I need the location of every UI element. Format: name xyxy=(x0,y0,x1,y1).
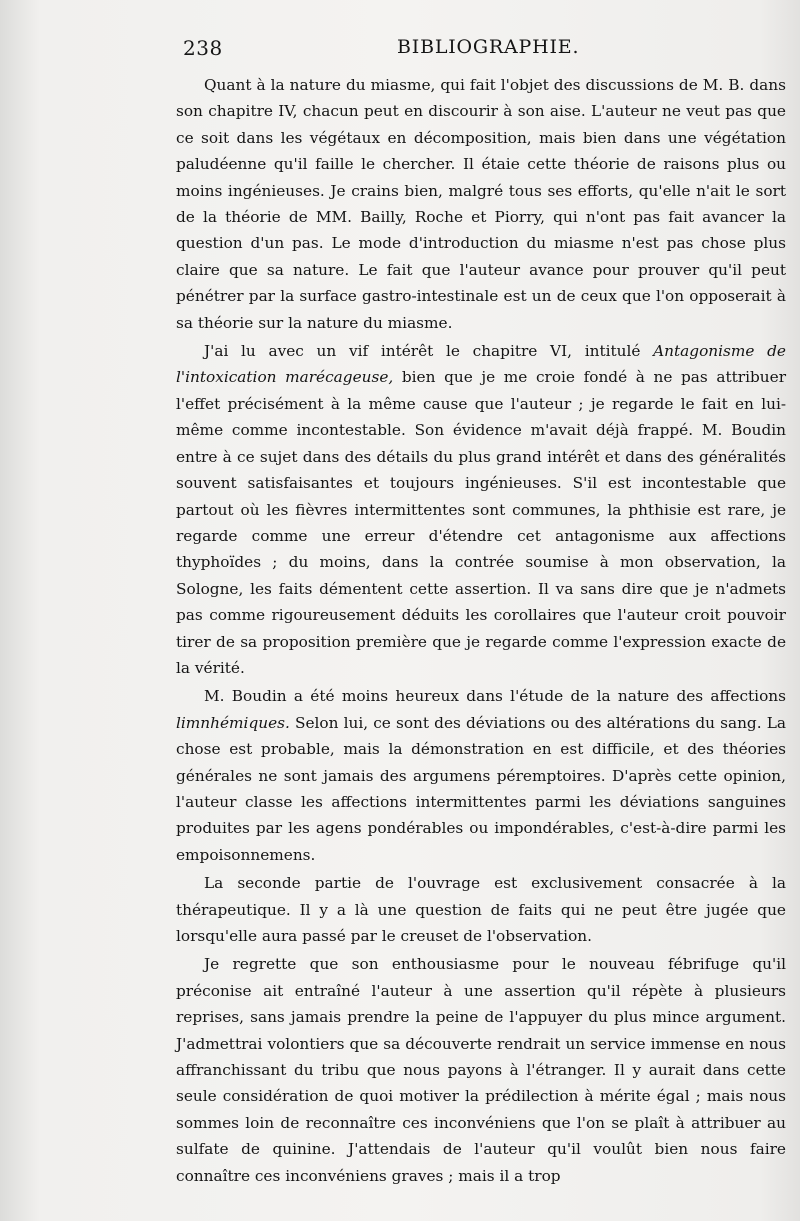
paragraph-therapeutique: La seconde partie de l'ouvrage est exclusivement consacrée à la thérapeutique. Il y a là une question de faits qui ne peut être jugée que lorsqu'elle aura passé par le creuset de l'observation. xyxy=(176,874,786,945)
paragraph-antagonisme-lead: J'ai lu avec un vif intérêt le chapitre VI, intitulé xyxy=(204,342,654,361)
term-italic: limnhémiques. xyxy=(176,713,290,732)
paragraph-limnhemiques xyxy=(176,683,786,868)
body-text xyxy=(176,72,786,1189)
running-title: BIBLIOGRAPHIE. xyxy=(397,36,580,58)
paragraph-miasme: Quant à la nature du miasme, qui fait l'objet des discussions de M. B. dans son chapitre IV, chacun peut en discourir à son aise. L'auteur ne veut pas que ce soit dans les végétaux en décomposition, mais bien dans une végétation paludéenne qu'il faille le chercher. Il étaie cette théorie de raisons plus ou moins ingénieuses. Je crains bien, malgré tous ses efforts, qu'elle n'ait le sort de la théorie de MM. Bailly, Roche et Piorry, qui n'ont pas fait avancer la question d'un pas. Le mode d'introduction du miasme n'est pas chose plus claire que sa nature. Le fait que l'auteur avance pour prouver qu'il peut pénétrer par la surface gastro-intestinale est un de ceux que l'on opposerait à sa théorie sur la nature du miasme. xyxy=(176,76,786,332)
chapter-title-italic: Antagonisme de l'intoxication marécageuse, xyxy=(176,342,786,387)
paragraph-febrifuge: Je regrette que son enthousiasme pour le nouveau fébrifuge qu'il préconise ait entraîné l'auteur à une assertion qu'il répète à plusieurs reprises, sans jamais prendre la peine de l'appuyer du plus mince argument. J'admettrai volontiers que sa découverte rendrait un service immense en nous affranchissant du tribu que nous payons à l'étranger. Il y aurait dans cette seule considération de quoi motiver la prédilection à mérite égal ; mais nous sommes loin de reconnaître ces inconvéniens que l'on se plaît à attribuer au sulfate de quinine. J'attendais de l'auteur qu'il voulût bien nous faire connaître ces inconvéniens graves ; mais il a trop xyxy=(176,955,786,1185)
paragraph-antagonisme-rest: bien que je me croie fondé à ne pas attribuer l'effet précisément à la même cause que l'auteur ; je regarde le fait en lui-même comme incontestable. Son évidence m'avait déjà frappé. M. Boudin entre à ce sujet dans des détails du plus grand intérêt et dans des généralités souvent satisfaisantes et toujours ingénieuses. S'il est incontestable que partout où les fièvres intermittentes sont communes, la phthisie est rare, je regarde comme une erreur d'étendre cet antagonisme aux affections thyphoïdes ; du moins, dans la contrée soumise à mon observation, la Sologne, les faits démentent cette assertion. Il va sans dire que je n'admets pas comme rigoureusement déduits les corollaires que l'auteur croit pouvoir tirer de sa proposition première que je regarde comme l'expression exacte de la vérité. xyxy=(176,368,787,677)
paragraph-limnhemiques-rest: Selon lui, ce sont des déviations ou des altérations du sang. La chose est probable, mais la démonstration en est difficile, et des théories générales ne sont jamais des argumens péremptoires. D'après cette opinion, l'auteur classe les affections intermittentes parmi les déviations sanguines produites par les agens pondérables ou impondérables, c'est-à-dire parmi les empoisonnemens. xyxy=(176,713,786,864)
paragraph-limnhemiques-lead: M. Boudin a été moins heureux dans l'étude de la nature des affections xyxy=(204,687,786,706)
page-number: 238 xyxy=(183,36,223,60)
running-head xyxy=(183,36,743,66)
paragraph-antagonisme xyxy=(176,338,786,681)
